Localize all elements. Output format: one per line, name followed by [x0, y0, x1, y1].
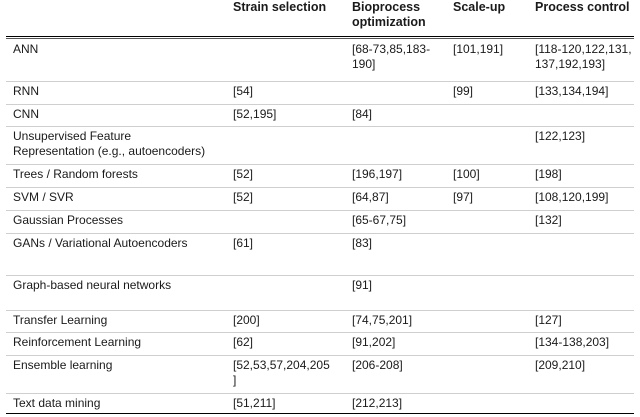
cell-line: [91,202]	[352, 335, 396, 349]
row-divider	[6, 393, 634, 394]
cell-line: [91]	[352, 278, 373, 292]
header-rule-top	[6, 36, 634, 37]
header-process-control: Process control	[535, 0, 630, 14]
cell-line: [52,195]	[233, 107, 277, 121]
cell-process-control	[535, 335, 609, 350]
cell-line: [52]	[233, 167, 254, 181]
cell-strain-selection	[233, 167, 253, 182]
cell-bioprocess-optimization	[352, 278, 372, 293]
cell-scale-up	[453, 42, 503, 57]
cell-line: [65-67,75]	[352, 213, 407, 227]
cell-process-control	[535, 42, 632, 72]
cell-line: [200]	[233, 313, 260, 327]
cell-strain-selection	[233, 358, 330, 388]
cell-method	[13, 129, 205, 159]
cell-line: [54]	[233, 84, 254, 98]
cell-process-control	[535, 213, 562, 228]
cell-line: [84]	[352, 107, 373, 121]
row-divider	[6, 210, 634, 211]
row-divider	[6, 310, 634, 311]
cell-line: Transfer Learning	[13, 313, 108, 327]
header-bioprocess-optimization	[352, 0, 426, 30]
cell-line: [101,191]	[453, 42, 504, 56]
cell-bioprocess-optimization	[352, 190, 389, 205]
cell-line: [61]	[233, 236, 254, 250]
cell-line: [122,123]	[535, 129, 586, 143]
cell-process-control	[535, 358, 585, 373]
cell-line: [74,75,201]	[352, 313, 413, 327]
cell-line: SVM / SVR	[13, 190, 74, 204]
cell-strain-selection	[233, 107, 276, 122]
cell-line: [196,197]	[352, 167, 403, 181]
header-bioprocess-line2: optimization	[352, 15, 426, 29]
cell-line: [68-73,85,183-	[352, 42, 431, 56]
cell-strain-selection	[233, 84, 253, 99]
cell-method	[13, 278, 171, 293]
cell-process-control	[535, 190, 608, 205]
cell-line: [51,211]	[233, 396, 276, 410]
cell-method	[13, 335, 141, 350]
cell-line: Unsupervised Feature	[13, 129, 132, 143]
cell-bioprocess-optimization	[352, 213, 406, 228]
header-strain-selection: Strain selection	[233, 0, 327, 14]
row-divider	[6, 104, 634, 105]
cell-line: RNN	[13, 84, 39, 98]
cell-line: Representation (e.g., autoencoders)	[13, 144, 206, 158]
header-scale-up: Scale-up	[453, 0, 506, 14]
cell-method	[13, 313, 107, 328]
cell-line: [52]	[233, 190, 254, 204]
cell-line: Gaussian Processes	[13, 213, 124, 227]
cell-process-control	[535, 84, 608, 99]
cell-method	[13, 190, 74, 205]
table-bottom-rule	[6, 413, 634, 414]
cell-line: [212,213]	[352, 396, 403, 410]
cell-line: Graph-based neural networks	[13, 278, 172, 292]
cell-line: [206-208]	[352, 358, 403, 372]
cell-strain-selection	[233, 335, 253, 350]
cell-line: ]	[233, 373, 237, 387]
cell-line: [118-120,122,131,	[535, 42, 632, 56]
cell-strain-selection	[233, 190, 253, 205]
cell-method	[13, 236, 188, 251]
cell-bioprocess-optimization	[352, 358, 403, 373]
cell-method	[13, 213, 123, 228]
cell-strain-selection	[233, 236, 253, 251]
cell-method	[13, 358, 112, 373]
cell-line: [132]	[535, 213, 562, 227]
row-divider	[6, 233, 634, 234]
cell-line: [127]	[535, 313, 562, 327]
cell-method	[13, 84, 39, 99]
cell-scale-up	[453, 190, 473, 205]
cell-method	[13, 396, 100, 411]
cell-bioprocess-optimization	[352, 313, 412, 328]
cell-bioprocess-optimization	[352, 236, 372, 251]
cell-method	[13, 42, 38, 57]
cell-bioprocess-optimization	[352, 167, 402, 182]
cell-line: [108,120,199]	[535, 190, 609, 204]
cell-line: CNN	[13, 107, 39, 121]
header-bioprocess-line1: Bioprocess	[352, 0, 421, 14]
cell-bioprocess-optimization	[352, 335, 395, 350]
row-divider	[6, 164, 634, 165]
cell-line: Ensemble learning	[13, 358, 113, 372]
cell-line: GANs / Variational Autoencoders	[13, 236, 188, 250]
cell-line: [99]	[453, 84, 474, 98]
cell-bioprocess-optimization	[352, 107, 372, 122]
cell-bioprocess-optimization	[352, 42, 430, 72]
cell-strain-selection	[233, 396, 275, 411]
row-divider	[6, 355, 634, 356]
cell-line: [134-138,203]	[535, 335, 610, 349]
cell-process-control	[535, 129, 585, 144]
cell-line: [198]	[535, 167, 562, 181]
cell-line: [133,134,194]	[535, 84, 609, 98]
cell-line: [209,210]	[535, 358, 586, 372]
cell-process-control	[535, 167, 562, 182]
cell-line: Trees / Random forests	[13, 167, 138, 181]
cell-process-control	[535, 313, 562, 328]
cell-line: [83]	[352, 236, 373, 250]
cell-line: 137,192,193]	[535, 57, 606, 71]
cell-bioprocess-optimization	[352, 396, 402, 411]
cell-line: 190]	[352, 57, 376, 71]
header-rule-bottom	[6, 38, 634, 39]
cell-line: [64,87]	[352, 190, 389, 204]
cell-strain-selection	[233, 313, 260, 328]
cell-line: Text data mining	[13, 396, 101, 410]
cell-line: [62]	[233, 335, 254, 349]
cell-line: [52,53,57,204,205	[233, 358, 330, 372]
row-divider	[6, 275, 634, 276]
cell-line: ANN	[13, 42, 39, 56]
cell-method	[13, 107, 39, 122]
row-divider	[6, 332, 634, 333]
cell-scale-up	[453, 84, 473, 99]
cell-scale-up	[453, 167, 480, 182]
cell-line: Reinforcement Learning	[13, 335, 142, 349]
cell-line: [100]	[453, 167, 480, 181]
row-divider	[6, 126, 634, 127]
cell-method	[13, 167, 138, 182]
cell-line: [97]	[453, 190, 474, 204]
row-divider	[6, 81, 634, 82]
row-divider	[6, 187, 634, 188]
